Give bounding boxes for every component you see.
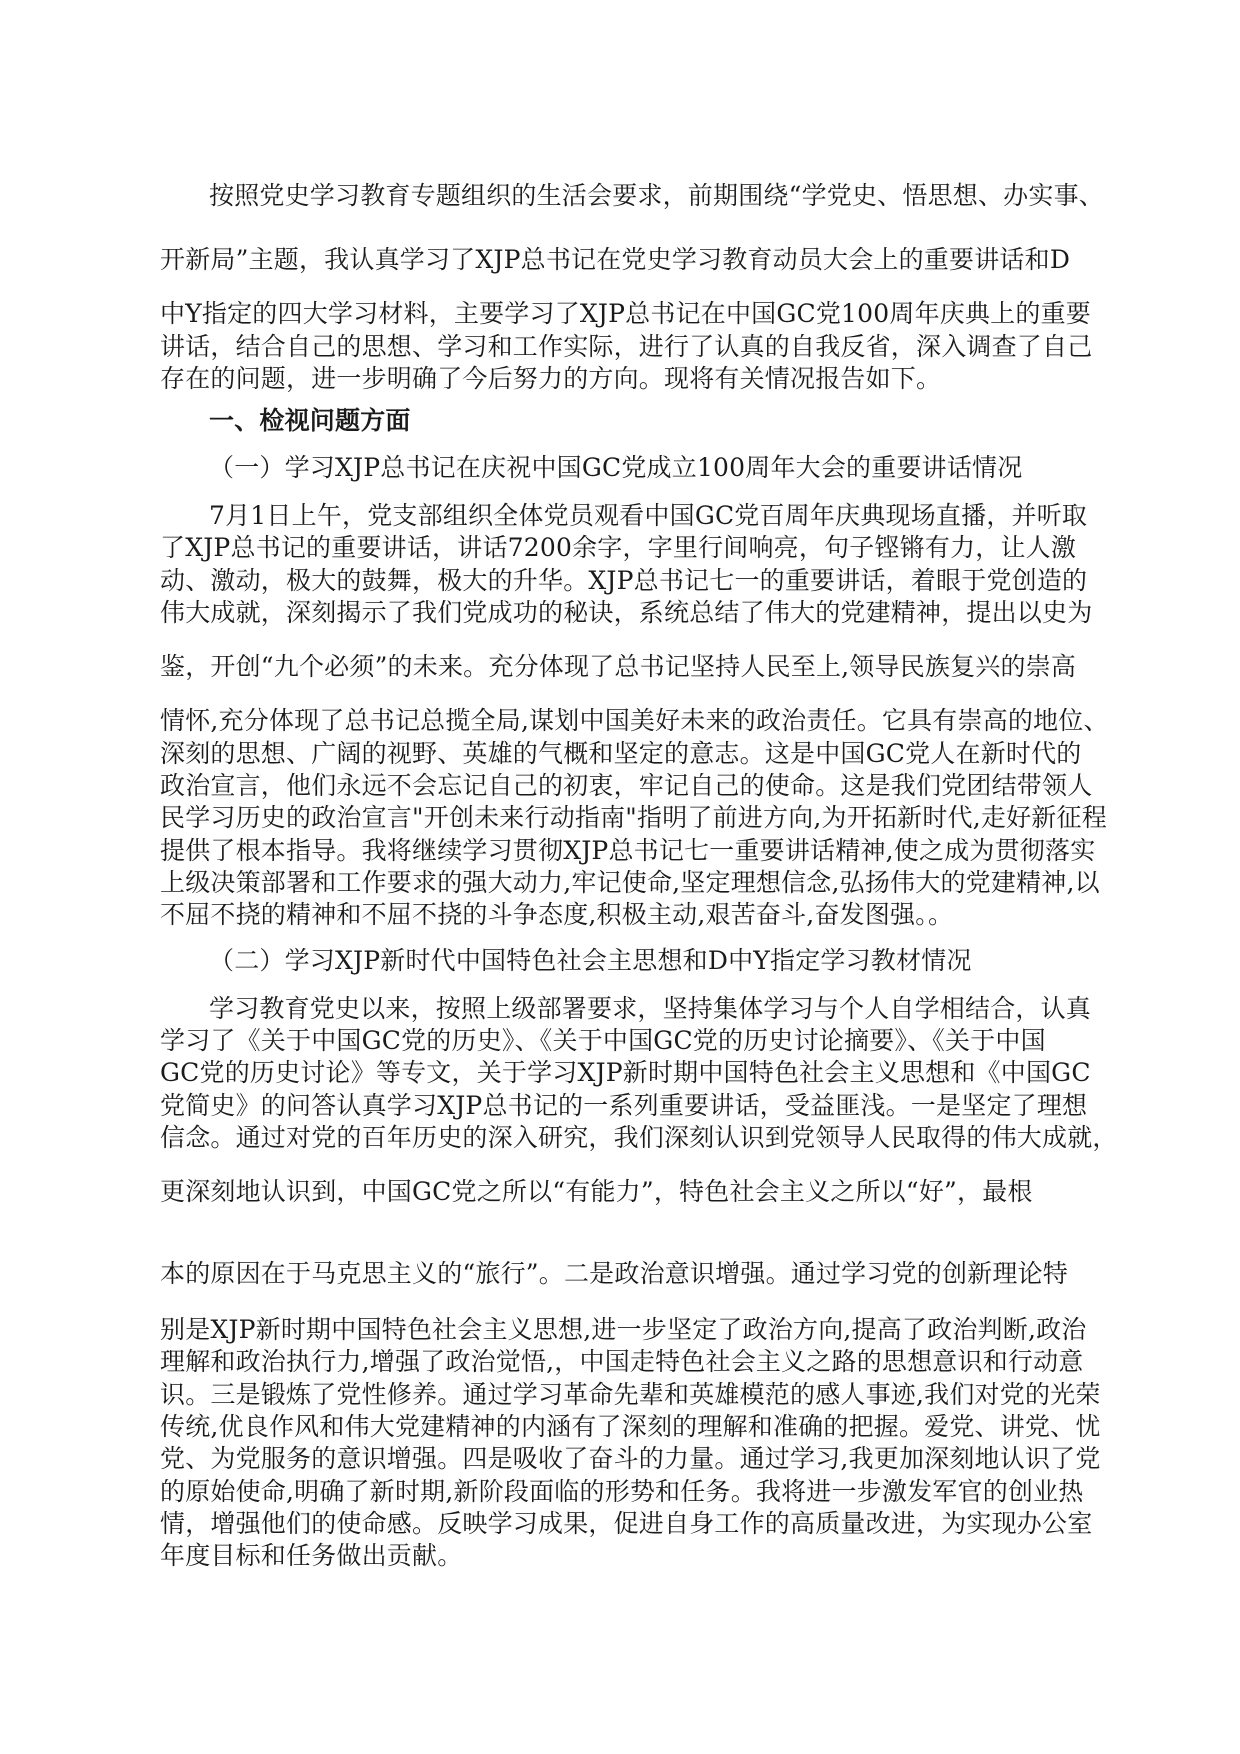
text-line: 情怀,充分体现了总书记总揽全局,谋划中国美好未来的政治责任。它具有崇高的地位、 bbox=[160, 706, 1109, 735]
text-line: 深刻的思想、广阔的视野、英雄的气概和坚定的意志。这是中国GC党人在新时代的 bbox=[160, 739, 1082, 768]
text-line: 按照党史学习教育专题组织的生活会要求，前期围绕“学党史、悟思想、办实事、 bbox=[209, 181, 1104, 210]
text-line: 党简史》的问答认真学习XJP总书记的一系列重要讲话，受益匪浅。一是坚定了理想 bbox=[160, 1091, 1088, 1120]
text-line: 讲话，结合自己的思想、学习和工作实际，进行了认真的自我反省，深入调查了自己 bbox=[160, 332, 1093, 361]
text-line: 动、激动，极大的鼓舞，极大的升华。XJP总书记七一的重要讲话，着眼于党创造的 bbox=[160, 566, 1088, 595]
section-heading: 一、检视问题方面 bbox=[209, 406, 411, 435]
text-line: 本的原因在于马克思主义的“旅行”。二是政治意识增强。通过学习党的创新理论特 bbox=[160, 1259, 1068, 1288]
text-line: 伟大成就，深刻揭示了我们党成功的秘诀，系统总结了伟大的党建精神，提出以史为 bbox=[160, 598, 1093, 627]
text-line: 存在的问题，进一步明确了今后努力的方向。现将有关情况报告如下。 bbox=[160, 364, 942, 393]
text-line: 年度目标和任务做出贡献。 bbox=[160, 1541, 463, 1570]
subsection-heading: （一）学习XJP总书记在庆祝中国GC党成立100周年大会的重要讲话情况 bbox=[209, 453, 1023, 482]
text-line: 信念。通过对党的百年历史的深入研究，我们深刻认识到党领导人民取得的伟大成就， bbox=[160, 1123, 1118, 1152]
text-line: GC党的历史讨论》等专文，关于学习XJP新时期中国特色社会主义思想和《中国GC bbox=[160, 1058, 1091, 1087]
text-line: 提供了根本指导。我将继续学习贯彻XJP总书记七一重要讲话精神,使之成为贯彻落实 bbox=[160, 836, 1096, 865]
text-line: 理解和政治执行力,增强了政治觉悟,，中国走特色社会主义之路的思想意识和行动意 bbox=[160, 1347, 1084, 1376]
subsection-heading: （二）学习XJP新时代中国特色社会主思想和D中Y指定学习教材情况 bbox=[209, 946, 972, 975]
text-line: 学习教育党史以来，按照上级部署要求，坚持集体学习与个人自学相结合，认真 bbox=[209, 994, 1092, 1023]
text-line: 党、为党服务的意识增强。四是吸收了奋斗的力量。通过学习,我更加深刻地认识了党 bbox=[160, 1444, 1101, 1473]
text-line: 情，增强他们的使命感。反映学习成果，促进自身工作的高质量改进，为实现办公室 bbox=[160, 1509, 1093, 1538]
text-line: 鉴，开创“九个必须”的未来。充分体现了总书记坚持人民至上,领导民族复兴的崇高 bbox=[160, 652, 1077, 681]
text-line: 更深刻地认识到，中国GC党之所以“有能力”，特色社会主义之所以“好”，最根 bbox=[160, 1177, 1033, 1206]
text-line: 民学习历史的政治宣言"开创未来行动指南"指明了前进方向,为开拓新时代,走好新征程 bbox=[160, 803, 1107, 832]
text-line: 学习了《关于中国GC党的历史》、《关于中国GC党的历史讨论摘要》、《关于中国 bbox=[160, 1026, 1046, 1055]
text-line: 7月1日上午，党支部组织全体党员观看中国GC党百周年庆典现场直播，并听取 bbox=[209, 501, 1088, 530]
text-line: 上级决策部署和工作要求的强大动力,牢记使命,坚定理想信念,弘扬伟大的党建精神,以 bbox=[160, 868, 1100, 897]
text-line: 开新局”主题，我认真学习了XJP总书记在党史学习教育动员大会上的重要讲话和D bbox=[160, 245, 1071, 274]
text-line: 识。三是锻炼了党性修养。通过学习革命先辈和英雄模范的感人事迹,我们对党的光荣 bbox=[160, 1380, 1101, 1409]
text-line: 传统,优良作风和伟大党建精神的内涵有了深刻的理解和准确的把握。爱党、讲党、忧 bbox=[160, 1412, 1101, 1441]
text-line: 的原始使命,明确了新时期,新阶段面临的形势和任务。我将进一步激发军官的创业热 bbox=[160, 1477, 1084, 1506]
text-line: 政治宣言，他们永远不会忘记自己的初衷，牢记自己的使命。这是我们党团结带领人 bbox=[160, 771, 1093, 800]
text-line: 中Y指定的四大学习材料，主要学习了XJP总书记在中国GC党100周年庆典上的重要 bbox=[160, 299, 1091, 328]
text-line: 别是XJP新时期中国特色社会主义思想,进一步坚定了政治方向,提高了政治判断,政治 bbox=[160, 1315, 1087, 1344]
text-line: 了XJP总书记的重要讲话，讲话7200余字，字里行间响亮，句子铿锵有力，让人激 bbox=[160, 533, 1077, 562]
text-line: 不屈不挠的精神和不屈不挠的斗争态度,积极主动,艰苦奋斗,奋发图强。。 bbox=[160, 900, 954, 929]
